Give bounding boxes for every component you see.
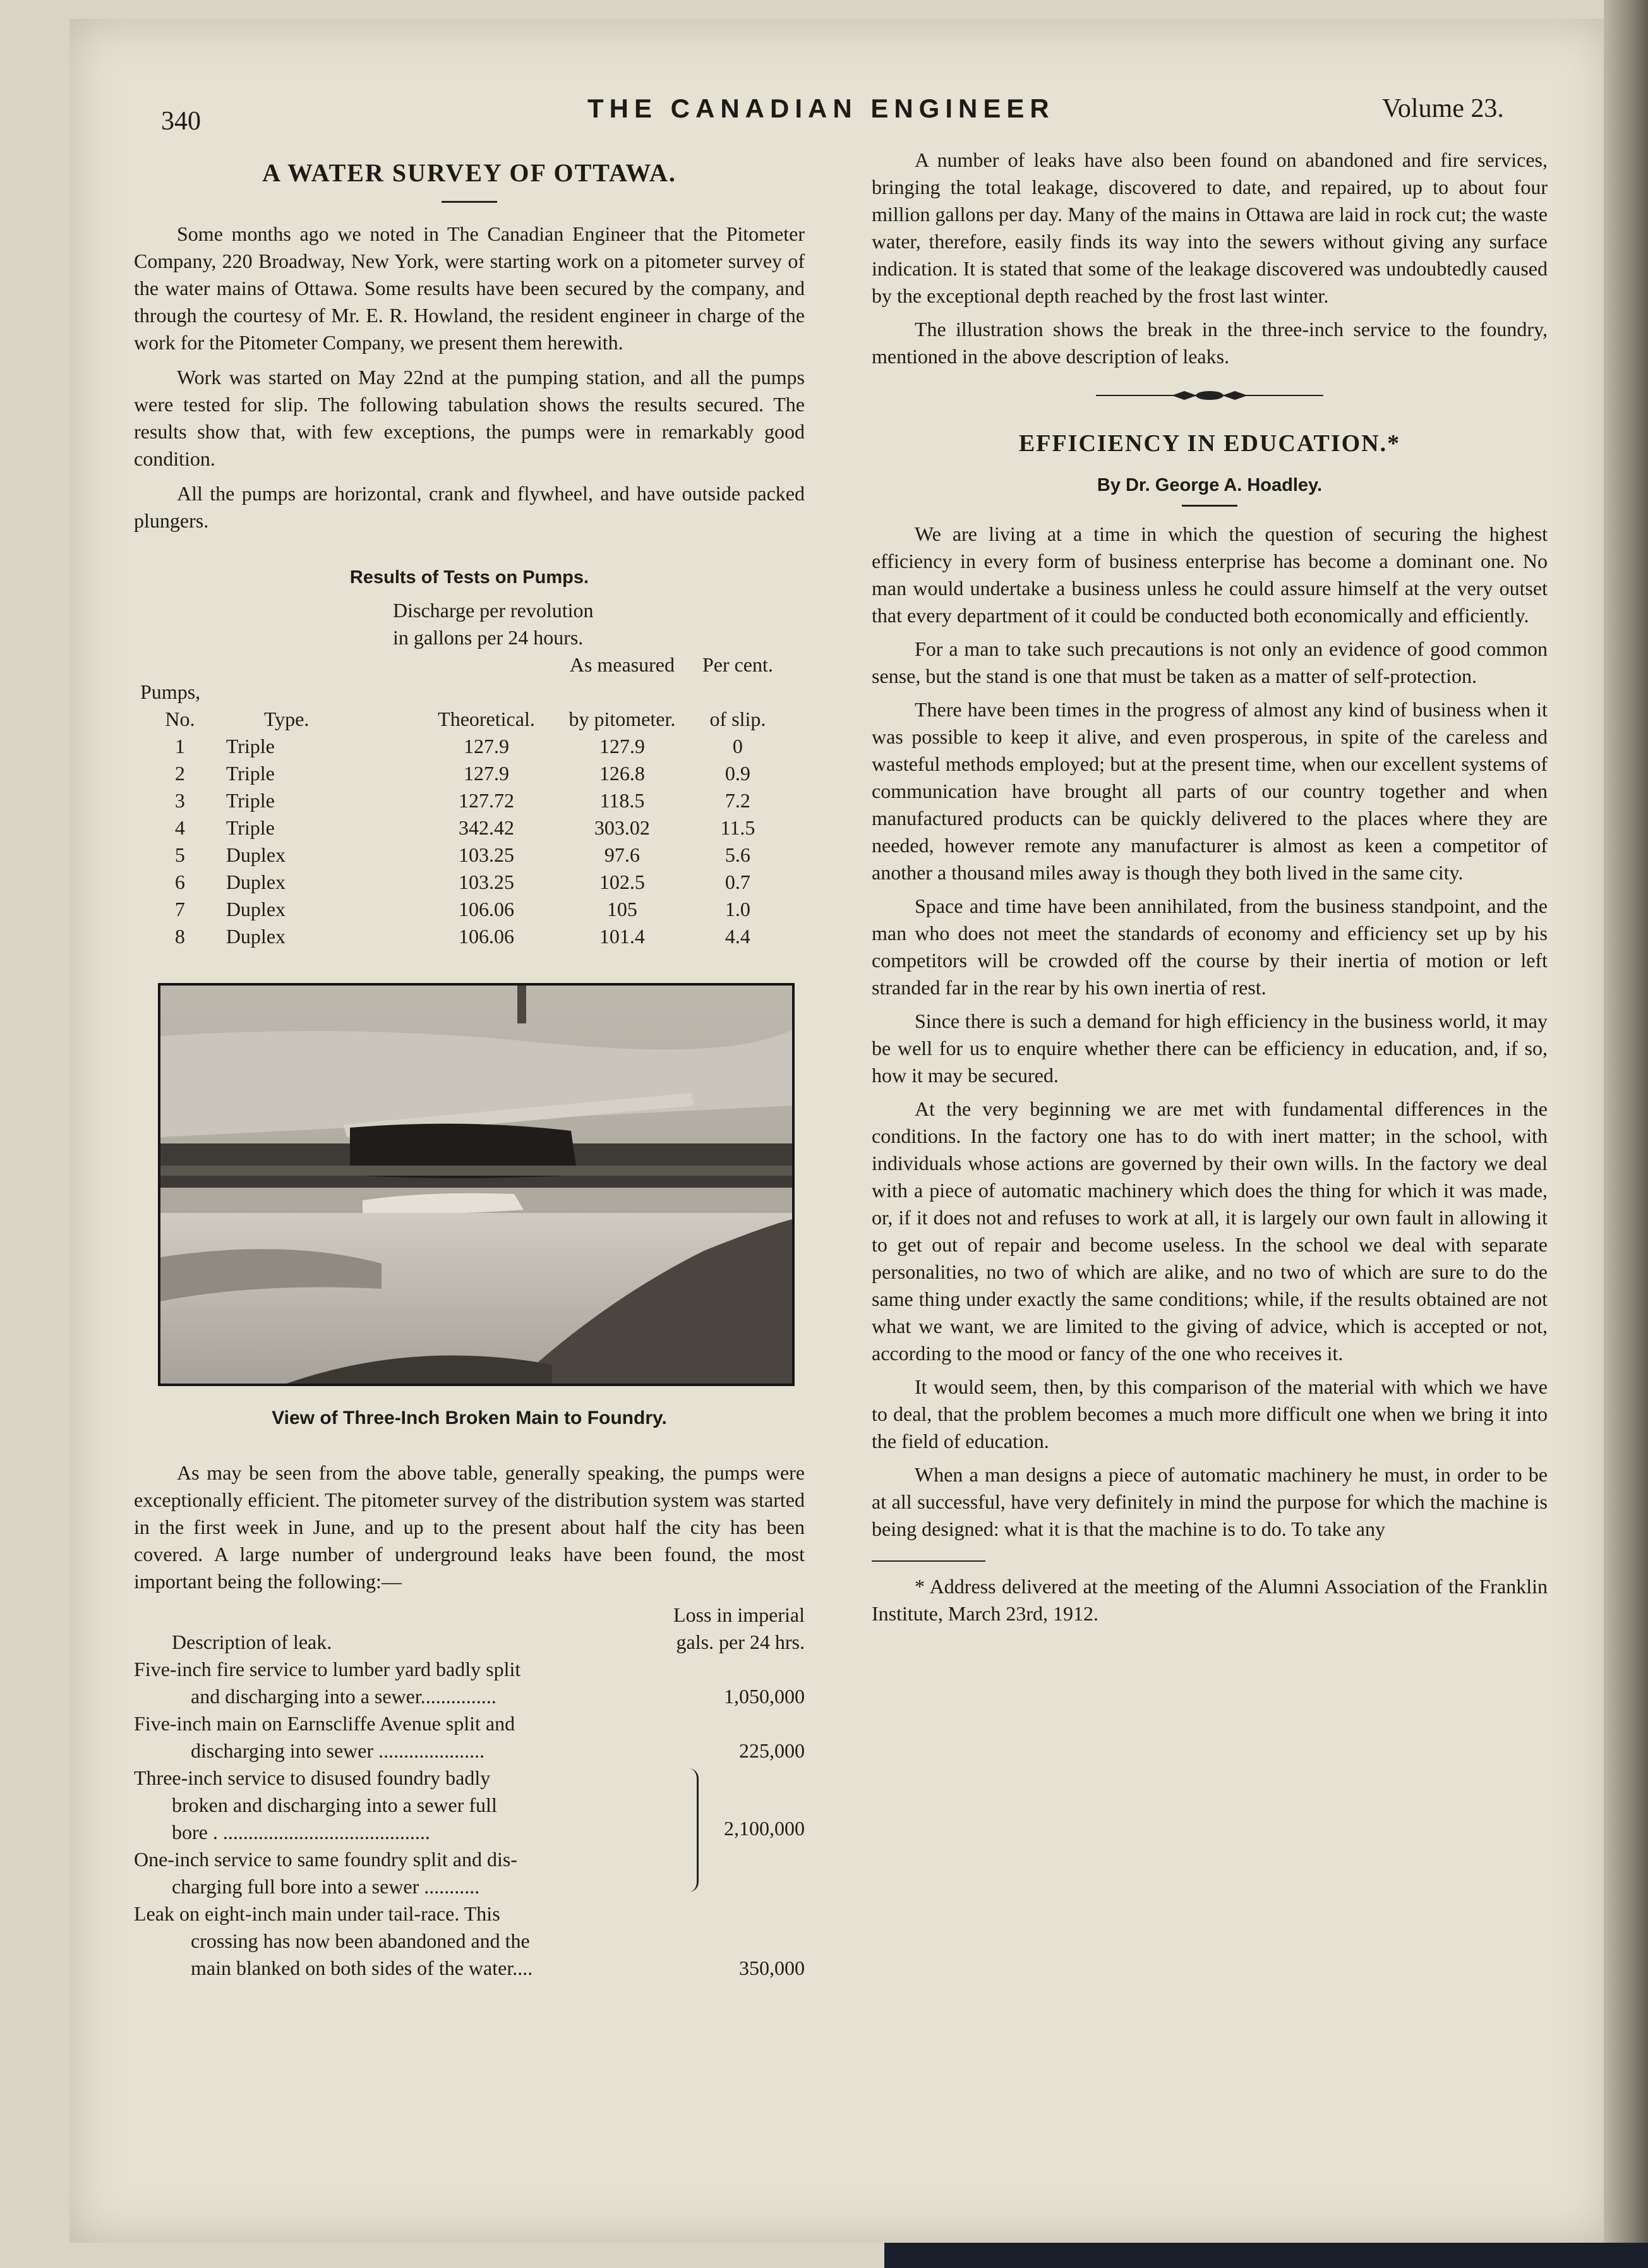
pump-type-cell: Triple — [226, 735, 275, 757]
slip-cell: 1.0 — [725, 898, 750, 920]
paragraph: As may be seen from the above table, generally speaking, the pumps were exceptionally efficient. The pitometer survey of the distribution system was started in the first week in June, and up to the present about half the city has been covered. A large number of underground leaks have been found, the most important being the following:— — [134, 1461, 805, 1593]
leak-line: and discharging into a sewer............... — [191, 1685, 496, 1708]
leak-loss-header-line1: Loss in imperial — [673, 1603, 805, 1626]
leak-desc-header: Description of leak. — [172, 1631, 332, 1653]
leak-line: Five-inch main on Earnscliffe Avenue split and — [134, 1712, 515, 1735]
paragraph: All the pumps are horizontal, crank and flywheel, and have outside packed plungers. — [134, 482, 805, 532]
measured-cell: 118.5 — [599, 789, 645, 812]
pump-number-cell: 3 — [174, 789, 185, 812]
theoretical-cell: 127.9 — [463, 762, 509, 785]
article-title: A WATER SURVEY OF OTTAWA. — [262, 159, 677, 187]
volume-label: Volume 23. — [1382, 94, 1504, 123]
pump-type-cell: Duplex — [226, 871, 286, 893]
paragraph: We are living at a time in which the question of securing the highest efficiency in every form of business enterprise has become a dominant one. No man would undertake a business unless he could assure himself at the very outset that every department of it could be conducted both economically and efficiently. — [872, 522, 1548, 627]
pump-number-cell: 4 — [174, 816, 185, 839]
leak-line: Three-inch service to disused foundry badly — [134, 1766, 491, 1789]
photo-caption: View of Three-Inch Broken Main to Foundry. — [272, 1408, 667, 1428]
pump-number-cell: 5 — [174, 843, 185, 866]
table-row — [140, 841, 785, 869]
measured-cell: 102.5 — [599, 871, 645, 893]
running-title: THE CANADIAN ENGINEER — [587, 93, 1055, 123]
table-row — [140, 733, 785, 760]
theoretical-cell: 127.9 — [463, 735, 509, 757]
leak-entry — [134, 1656, 805, 1710]
column-header: Per cent. — [702, 653, 773, 676]
leak-line: bore . ......................................... — [172, 1821, 430, 1843]
group-header: Discharge per revolution — [393, 599, 594, 622]
pump-type-cell: Triple — [226, 789, 275, 812]
byline-rule — [1182, 505, 1237, 507]
paragraph: For a man to take such precautions is not only an evidence of good common sense, but the stand is one that must be taken as a matter of self-protection. — [872, 637, 1548, 687]
leak-line: Leak on eight-inch main under tail-race. This — [134, 1902, 500, 1925]
pump-number-cell: 6 — [174, 871, 185, 893]
measured-cell: 127.9 — [599, 735, 645, 757]
byline: By Dr. George A. Hoadley. — [1097, 474, 1323, 495]
paragraph: Work was started on May 22nd at the pumping station, and all the pumps were tested for slip. The following tabulation shows the results secured. The results show that, with few exceptions, the pumps were in remarkably good condition. — [134, 366, 805, 470]
column-header: Pumps, — [140, 680, 201, 703]
column-header: of slip. — [709, 708, 766, 730]
brace-bracket — [688, 1768, 699, 1892]
theoretical-cell: 103.25 — [458, 871, 514, 893]
table-row — [140, 787, 785, 814]
scan-background — [884, 2243, 1648, 2268]
slip-cell: 7.2 — [725, 789, 750, 812]
footnote: * Address delivered at the meeting of the Alumni Association of the Franklin Institute, March 23rd, 1912. — [872, 1574, 1548, 1625]
leak-line: discharging into sewer ..................... — [191, 1739, 485, 1762]
table-row — [140, 896, 785, 923]
left-column — [134, 158, 805, 1982]
page-number: 340 — [161, 107, 201, 136]
slip-cell: 4.4 — [725, 925, 750, 948]
paragraph: Some months ago we noted in The Canadian Engineer that the Pitometer Company, 220 Broadway, New York, were starting work on a pitometer survey of the water mains of Ottawa. Some results have been secured by the company, and through the courtesy of Mr. E. R. Howland, the resident engineer in charge of the work for the Pitometer Company, we present them herewith. — [134, 222, 805, 354]
leak-value: 350,000 — [739, 1957, 805, 1979]
pump-type-cell: Triple — [226, 816, 275, 839]
leak-line: broken and discharging into a sewer full — [172, 1794, 497, 1816]
slip-cell: 0 — [732, 735, 743, 757]
leak-entry — [134, 1710, 805, 1764]
column-header: As measured — [569, 653, 675, 676]
footnote-rule — [872, 1560, 985, 1562]
table-title: Results of Tests on Pumps. — [349, 567, 589, 588]
paragraph: Space and time have been annihilated, from the business standpoint, and the man who does not meet the standards of economy and efficiency set up by his competitors will be crowded off the course by their inertia of motion or left stranded far in the rear by his own inertia of rest. — [872, 894, 1548, 999]
pump-number-cell: 7 — [174, 898, 185, 920]
leak-line: Five-inch fire service to lumber yard badly split — [134, 1658, 521, 1680]
leak-line: charging full bore into a sewer ........... — [172, 1875, 480, 1898]
table-row — [140, 923, 785, 950]
leak-entry — [134, 1900, 805, 1982]
section-divider-ornament — [1096, 389, 1323, 402]
pump-number-cell: 8 — [174, 925, 185, 948]
column-header: Type. — [263, 708, 310, 730]
theoretical-cell: 342.42 — [458, 816, 514, 839]
theoretical-cell: 106.06 — [458, 898, 514, 920]
leak-table — [134, 1601, 805, 1982]
measured-cell: 126.8 — [599, 762, 645, 785]
pump-type-cell: Triple — [226, 762, 275, 785]
slip-cell: 11.5 — [720, 816, 755, 839]
slip-cell: 0.7 — [725, 871, 750, 893]
measured-cell: 97.6 — [604, 843, 640, 866]
pump-number-cell: 1 — [174, 735, 185, 757]
paragraph: A number of leaks have also been found on abandoned and fire services, bringing the total leakage, discovered to date, and repaired, up to about four million gallons per day. Many of the mains in Ottawa are laid in rock cut; the waste water, therefore, easily finds its way into the sewers without giving any surface indication. It is stated that some of the leakage discovered was undoubtedly caused by the exceptional depth reached by the frost last winter. — [872, 148, 1548, 307]
column-header: No. — [165, 708, 195, 730]
title-rule — [442, 201, 497, 203]
slip-cell: 0.9 — [725, 762, 750, 785]
table-row — [140, 869, 785, 896]
slip-cell: 5.6 — [725, 843, 750, 866]
leak-loss-header-line2: gals. per 24 hrs. — [676, 1631, 805, 1653]
paragraph: The illustration shows the break in the three-inch service to the foundry, mentioned in the above description of leaks. — [872, 318, 1548, 368]
pump-type-cell: Duplex — [226, 925, 286, 948]
leak-line: main blanked on both sides of the water.... — [191, 1957, 533, 1979]
theoretical-cell: 127.72 — [458, 789, 514, 812]
leak-line: crossing has now been abandoned and the — [191, 1929, 530, 1952]
paragraph: Since there is such a demand for high efficiency in the business world, it may be well for us to enquire whether there can be efficiency in education, and, if so, how it may be secured. — [872, 1009, 1548, 1087]
right-column — [872, 147, 1548, 1627]
table-row — [140, 814, 785, 841]
leak-value: 1,050,000 — [724, 1685, 805, 1708]
paragraph: It would seem, then, by this comparison of the material with which we have to deal, that the problem becomes a much more difficult one when we bring it into the field of education. — [872, 1375, 1548, 1452]
table-row — [140, 760, 785, 787]
column-header: Theoretical. — [438, 708, 535, 730]
paragraph: There have been times in the progress of almost any kind of business when it was possible to keep it alive, and even prosperous, in spite of the careless and wasteful methods employed; but at the present time, when our excellent systems of communication have brought all parts of our country together and when manufactured products can be quickly delivered to the places where they are needed, however remote any manufacturer is almost as keen a competitor of another a thousand miles away is though they both lived in the same city. — [872, 697, 1548, 884]
paragraph: When a man designs a piece of automatic machinery he must, in order to be at all successful, have very definitely in mind the purpose for which the machine is being designed: what it is that the machine is to do. To take any — [872, 1463, 1548, 1540]
broken-main-photo — [158, 983, 795, 1386]
leak-value: 225,000 — [739, 1739, 805, 1762]
leak-line: One-inch service to same foundry split and dis- — [134, 1848, 517, 1871]
article-title: EFFICIENCY IN EDUCATION.* — [1018, 430, 1401, 457]
leak-entry-group — [134, 1764, 805, 1900]
theoretical-cell: 103.25 — [458, 843, 514, 866]
group-header: in gallons per 24 hours. — [393, 626, 584, 649]
paragraph: At the very beginning we are met with fundamental differences in the conditions. In the factory one has to do with inert matter; in the school, with individuals whose actions are governed by their own wills. In the factory we deal with a piece of automatic machinery which does the thing for which it was made, or, if it does not and refuses to work at all, it is largely our own fault in allowing it to get out of repair and become useless. In the school we deal with separate personalities, no two of which are alike, and no two of which are sure to do the same thing under exactly the same conditions; while, if the results obtained are not what we want, we are limited to the giving of advice, which is accepted or not, according to the mood or fancy of the one who receives it. — [872, 1097, 1548, 1365]
leak-value: 2,100,000 — [724, 1817, 805, 1840]
pump-results-table — [140, 597, 785, 950]
pump-type-cell: Duplex — [226, 898, 286, 920]
measured-cell: 101.4 — [599, 925, 645, 948]
column-header: by pitometer. — [568, 708, 676, 730]
pump-number-cell: 2 — [174, 762, 185, 785]
leak-loss-header — [673, 1601, 805, 1656]
measured-cell: 303.02 — [594, 816, 650, 839]
photo-image — [160, 986, 792, 1384]
measured-cell: 105 — [606, 898, 637, 920]
pump-type-cell: Duplex — [226, 843, 286, 866]
book-binding — [1604, 0, 1648, 2268]
theoretical-cell: 106.06 — [458, 925, 514, 948]
